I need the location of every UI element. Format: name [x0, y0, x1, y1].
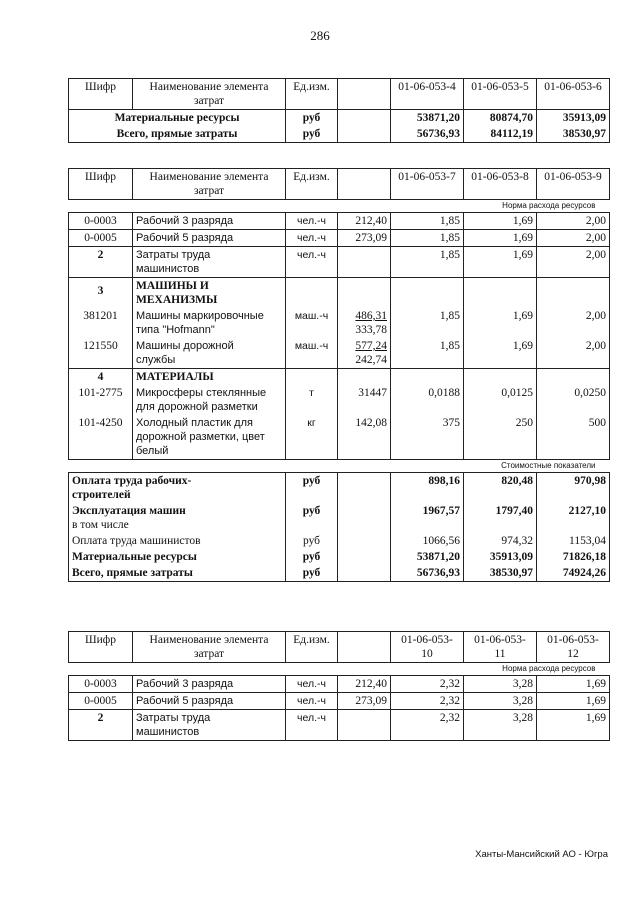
cell-value: 53871,20	[391, 110, 464, 127]
row-unit: руб	[286, 549, 338, 565]
row-name: Всего, прямые затраты	[69, 565, 286, 582]
cell-value: 0,0125	[464, 385, 537, 415]
row-name: службы	[136, 354, 176, 366]
row-code: 2	[69, 247, 133, 278]
row-name: Микросферы стеклянные	[136, 387, 267, 399]
row-name: Машины дорожной	[136, 340, 234, 352]
row-price: 273,09	[338, 693, 391, 710]
table-row	[69, 385, 610, 415]
cell-value: 74924,26	[537, 565, 610, 582]
cell-value: 250	[464, 415, 537, 460]
row-code: 0-0005	[69, 230, 133, 247]
table-2	[68, 168, 610, 582]
norm-label: Норма расхода ресурсов	[502, 201, 596, 210]
table-row	[69, 247, 610, 278]
table-row	[69, 110, 610, 127]
cell-value: 1,85	[391, 230, 464, 247]
table-header	[69, 169, 610, 200]
header-name: Наименование элемента затрат	[133, 632, 286, 663]
row-price: 31447	[338, 385, 391, 415]
header-col: 01-06-053-8	[464, 169, 537, 200]
table-1	[68, 78, 610, 143]
header-col: 01-06-053-	[474, 634, 526, 646]
row-price: 142,08	[338, 415, 391, 460]
header-col: 01-06-053-6	[537, 79, 610, 110]
section-label-row	[69, 663, 610, 676]
cell-value: 1,85	[391, 213, 464, 230]
cell-value: 1797,40	[464, 503, 537, 533]
header-col: 01-06-053-4	[391, 79, 464, 110]
section-row	[69, 278, 610, 309]
cell-value: 3,28	[464, 710, 537, 741]
cell-value: 2,00	[537, 308, 610, 338]
table-row	[69, 565, 610, 582]
row-name: Рабочий 5 разряда	[133, 693, 286, 710]
cell-value: 1,85	[391, 338, 464, 369]
cell-value: 1,69	[464, 308, 537, 338]
cell-value: 820,48	[464, 473, 537, 504]
cell-value: 375	[391, 415, 464, 460]
cell-value: 1,69	[464, 247, 537, 278]
row-name: белый	[136, 445, 169, 457]
table-row	[69, 230, 610, 247]
row-unit: руб	[286, 533, 338, 549]
cell-value: 38530,97	[537, 126, 610, 143]
row-unit: руб	[286, 503, 338, 533]
row-name: для дорожной разметки	[136, 401, 258, 413]
cell-value: 1,69	[464, 213, 537, 230]
norm-label: Норма расхода ресурсов	[502, 664, 596, 673]
table-row	[69, 533, 610, 549]
row-price: 242,74	[355, 354, 387, 366]
section-code: 4	[69, 369, 133, 386]
cost-label: Стоимостные показатели	[69, 460, 610, 473]
cell-value: 1066,56	[391, 533, 464, 549]
cell-value: 1,85	[391, 247, 464, 278]
row-unit: маш.-ч	[286, 308, 338, 338]
row-unit: чел.-ч	[286, 247, 338, 278]
table-header	[69, 632, 610, 663]
table-row	[69, 503, 610, 533]
row-code: 101-4250	[69, 415, 133, 460]
cell-value: 2,00	[537, 213, 610, 230]
row-name: машинистов	[136, 726, 200, 738]
cell-value: 0,0250	[537, 385, 610, 415]
cell-value: 1,69	[537, 710, 610, 741]
table-row	[69, 338, 610, 369]
row-name: Рабочий 5 разряда	[133, 230, 286, 247]
cell-value: 974,32	[464, 533, 537, 549]
header-name: Наименование элемента затрат	[133, 79, 286, 110]
row-name: Машины маркировочные	[136, 310, 264, 322]
cell-value: 2,32	[391, 676, 464, 693]
row-unit: чел.-ч	[286, 693, 338, 710]
row-unit: т	[286, 385, 338, 415]
section-label-row	[69, 460, 610, 473]
row-code: 381201	[69, 308, 133, 338]
section-label-row	[69, 200, 610, 213]
cell-value: 38530,97	[464, 565, 537, 582]
row-name: Оплата труда машинистов	[69, 533, 286, 549]
cell-value: 2,00	[537, 247, 610, 278]
table-row	[69, 473, 610, 504]
row-name: Холодный пластик для	[136, 417, 253, 429]
header-col: 12	[567, 648, 579, 660]
row-name: Материальные ресурсы	[69, 110, 286, 127]
header-code: Шифр	[69, 632, 133, 663]
cell-value: 56736,93	[391, 126, 464, 143]
cell-value: 1,69	[464, 338, 537, 369]
header-col: 01-06-053-	[401, 634, 453, 646]
cell-value: 970,98	[537, 473, 610, 504]
row-code: 0-0003	[69, 213, 133, 230]
cell-value: 898,16	[391, 473, 464, 504]
cell-value: 2,32	[391, 693, 464, 710]
row-price: 577,24	[355, 340, 387, 352]
table-row	[69, 308, 610, 338]
row-name: дорожной разметки, цвет	[136, 431, 265, 443]
cell-value: 56736,93	[391, 565, 464, 582]
cell-value: 1153,04	[537, 533, 610, 549]
cell-value: 1,69	[537, 676, 610, 693]
table-row	[69, 549, 610, 565]
row-code: 0-0003	[69, 676, 133, 693]
row-price: 273,09	[338, 230, 391, 247]
row-unit: руб	[286, 126, 338, 143]
row-unit: руб	[286, 565, 338, 582]
row-name: Затраты труда	[136, 249, 211, 261]
cell-value: 1,69	[464, 230, 537, 247]
row-price: 486,31	[355, 310, 387, 322]
row-unit: чел.-ч	[286, 710, 338, 741]
row-price: 212,40	[338, 676, 391, 693]
section-title: МАШИНЫ И	[136, 280, 209, 292]
row-unit: маш.-ч	[286, 338, 338, 369]
row-price: 212,40	[338, 213, 391, 230]
header-col: 11	[494, 648, 506, 660]
row-name: Всего, прямые затраты	[69, 126, 286, 143]
row-name: Материальные ресурсы	[69, 549, 286, 565]
row-name: Рабочий 3 разряда	[133, 213, 286, 230]
cell-value: 0,0188	[391, 385, 464, 415]
row-unit: чел.-ч	[286, 213, 338, 230]
row-unit: чел.-ч	[286, 676, 338, 693]
table-row	[69, 415, 610, 460]
cell-value: 2,00	[537, 338, 610, 369]
page-footer: Ханты-Мансийский АО - Югра	[475, 849, 608, 860]
row-unit: кг	[286, 415, 338, 460]
row-name: строителей	[72, 489, 131, 501]
table-row	[69, 213, 610, 230]
table-row	[69, 693, 610, 710]
cell-value: 53871,20	[391, 549, 464, 565]
row-name: Эксплуатация машин	[72, 505, 186, 517]
section-title: МЕХАНИЗМЫ	[136, 294, 218, 306]
cell-value: 500	[537, 415, 610, 460]
header-col: 01-06-053-9	[537, 169, 610, 200]
section-code: 3	[69, 278, 133, 309]
page-number: 286	[310, 28, 330, 43]
header-col: 01-06-053-	[547, 634, 599, 646]
row-name: Оплата труда рабочих-	[72, 475, 192, 487]
header-col: 10	[421, 648, 433, 660]
row-code: 0-0005	[69, 693, 133, 710]
table-row	[69, 710, 610, 741]
cell-value: 1,85	[391, 308, 464, 338]
cell-value: 35913,09	[464, 549, 537, 565]
row-code: 121550	[69, 338, 133, 369]
row-code: 2	[69, 710, 133, 741]
cell-value: 35913,09	[537, 110, 610, 127]
cell-value: 80874,70	[464, 110, 537, 127]
table-3	[68, 631, 610, 741]
row-name: в том числе	[72, 519, 129, 531]
header-unit: Ед.изм.	[286, 169, 338, 200]
header-name: Наименование элемента затрат	[133, 169, 286, 200]
section-title: МАТЕРИАЛЫ	[133, 369, 286, 386]
cell-value: 84112,19	[464, 126, 537, 143]
header-col: 01-06-053-5	[464, 79, 537, 110]
header-code: Шифр	[69, 169, 133, 200]
cell-value: 1,69	[537, 693, 610, 710]
cell-value: 3,28	[464, 693, 537, 710]
row-name: Затраты труда	[136, 712, 211, 724]
table-row	[69, 126, 610, 143]
cell-value: 71826,18	[537, 549, 610, 565]
cell-value: 2,00	[537, 230, 610, 247]
row-code: 101-2775	[69, 385, 133, 415]
table-row	[69, 676, 610, 693]
row-price: 333,78	[355, 324, 387, 336]
table-header	[69, 79, 610, 110]
header-unit: Ед.изм.	[286, 632, 338, 663]
row-unit: руб	[286, 473, 338, 504]
cell-value: 3,28	[464, 676, 537, 693]
header-unit: Ед.изм.	[286, 79, 338, 110]
row-name: Рабочий 3 разряда	[133, 676, 286, 693]
row-unit: чел.-ч	[286, 230, 338, 247]
row-unit: руб	[286, 110, 338, 127]
row-name: типа "Hofmann"	[136, 324, 215, 336]
section-row	[69, 369, 610, 386]
row-name: машинистов	[136, 263, 200, 275]
cell-value: 2,32	[391, 710, 464, 741]
header-code: Шифр	[69, 79, 133, 110]
cell-value: 2127,10	[537, 503, 610, 533]
header-col: 01-06-053-7	[391, 169, 464, 200]
cell-value: 1967,57	[391, 503, 464, 533]
